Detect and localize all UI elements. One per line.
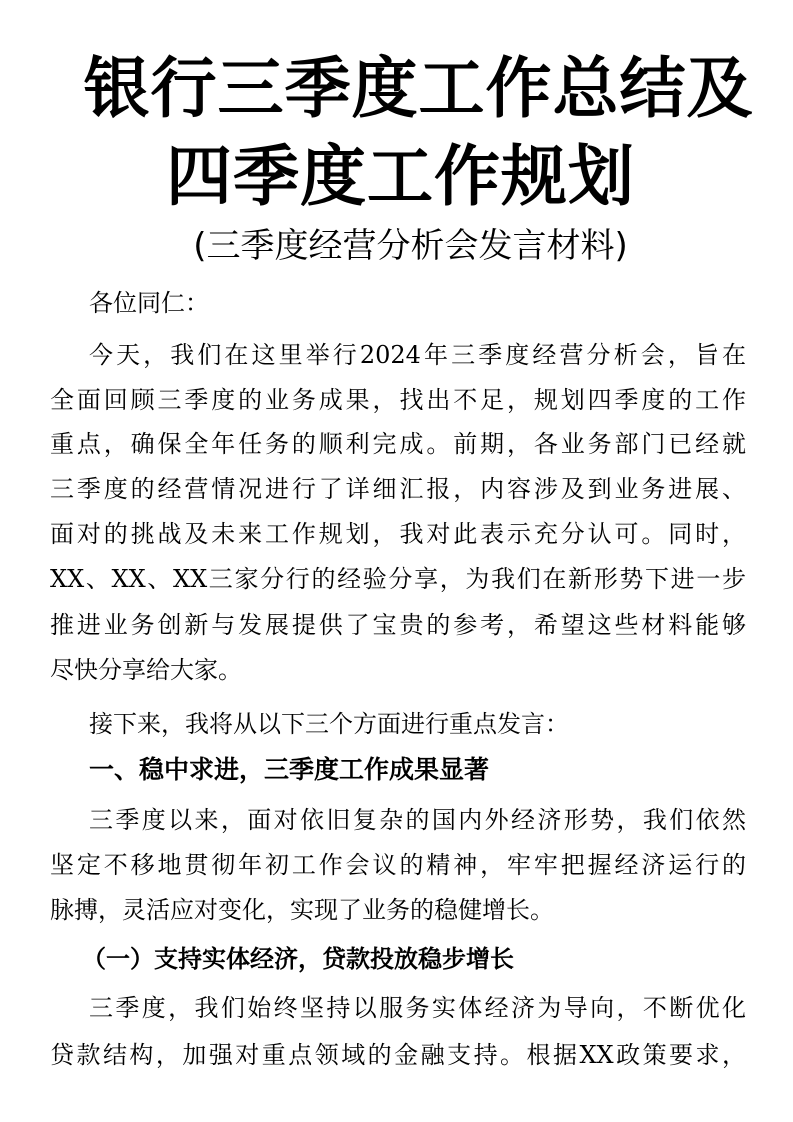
section-1-heading: 一、稳中求进，三季度工作成果显著 — [89, 755, 490, 784]
document-subtitle: (三季度经营分析会发言材料) — [193, 226, 628, 266]
document-title-line-1: 银行三季度工作总结及 — [83, 50, 754, 127]
intro-line-4: 三季度的经营情况进行了详细汇报，内容涉及到业务进展、 — [50, 475, 746, 503]
intro-line-7: 推进业务创新与发展提供了宝贵的参考，希望这些材料能够 — [50, 611, 746, 639]
salutation: 各位同仁： — [89, 289, 209, 317]
section-1-line-1: 三季度以来，面对依旧复杂的国内外经济形势，我们依然 — [89, 806, 746, 834]
subsection-1-line-2: 贷款结构，加强对重点领域的金融支持。根据XX政策要求， — [50, 1041, 746, 1069]
intro-line-8: 尽快分享给大家。 — [50, 656, 242, 684]
intro-line-3: 重点，确保全年任务的顺利完成。前期，各业务部门已经就 — [50, 430, 746, 458]
section-1-line-2: 坚定不移地贯彻年初工作会议的精神，牢牢把握经济运行的 — [50, 851, 746, 879]
section-1-line-3: 脉搏，灵活应对变化，实现了业务的稳健增长。 — [50, 896, 554, 924]
document-title-line-2: 四季度工作规划 — [166, 138, 635, 215]
intro-line-1: 今天，我们在这里举行2024年三季度经营分析会，旨在 — [89, 341, 746, 369]
intro-line-6: XX、XX、XX三家分行的经验分享，为我们在新形势下进一步 — [50, 565, 746, 593]
intro-line-5: 面对的挑战及未来工作规划，我对此表示充分认可。同时， — [50, 520, 746, 548]
intro-line-2: 全面回顾三季度的业务成果，找出不足，规划四季度的工作 — [50, 386, 746, 414]
transition-line: 接下来，我将从以下三个方面进行重点发言： — [89, 710, 569, 738]
subsection-1-heading: （一）支持实体经济，贷款投放稳步增长 — [82, 945, 514, 973]
subsection-1-line-1: 三季度，我们始终坚持以服务实体经济为导向，不断优化 — [89, 994, 746, 1022]
